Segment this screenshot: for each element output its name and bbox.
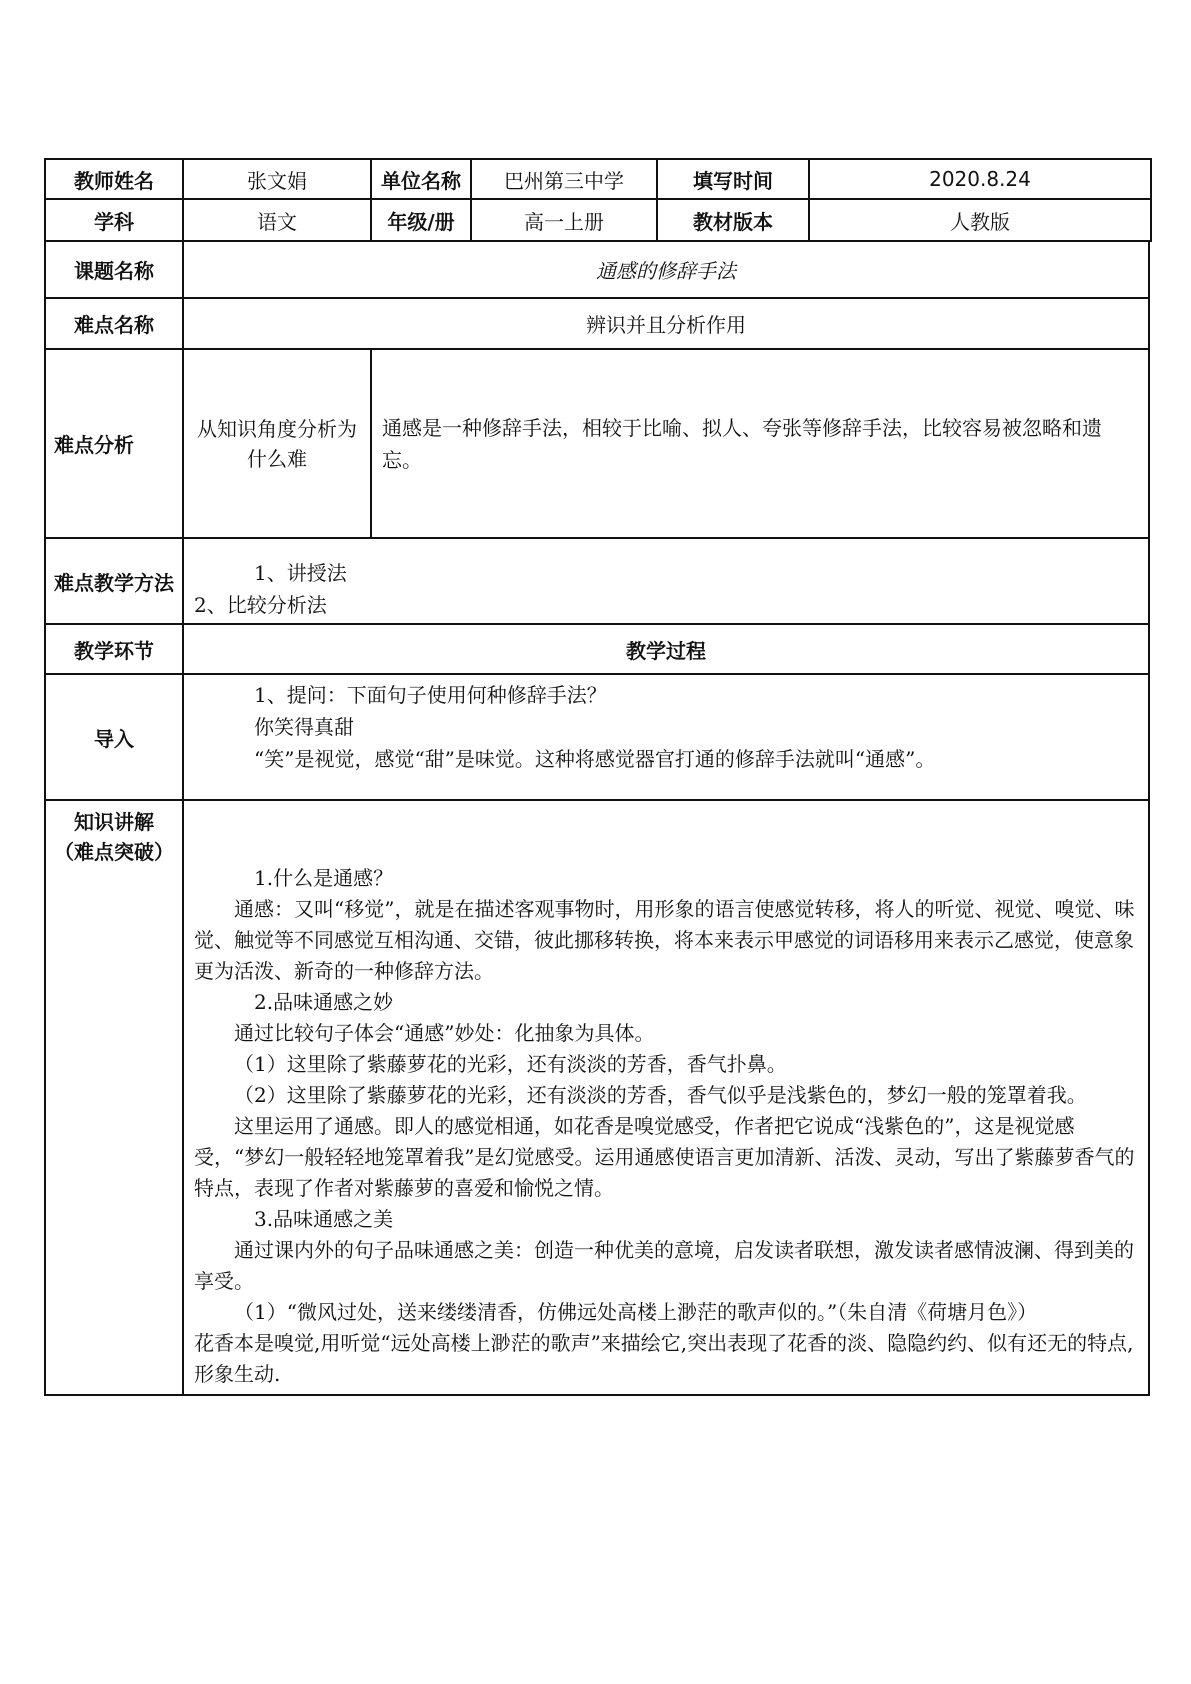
- intro-content: [183, 674, 1149, 800]
- knowledge-heading: 2.品味通感之妙: [254, 990, 394, 1014]
- intro-line: 1、提问：下面句子使用何种修辞手法？: [254, 683, 607, 707]
- analysis-text: 通感是一种修辞手法，相较于比喻、拟人、夸张等修辞手法，比较容易被忽略和遗忘。: [371, 349, 1149, 538]
- header-row-2: [45, 199, 1151, 241]
- method-row: [45, 538, 1149, 624]
- intro-label: 导入: [45, 674, 183, 800]
- method-label: 难点教学方法: [45, 538, 183, 624]
- header-row-1: [45, 159, 1151, 199]
- knowledge-label-line2: （难点突破）: [54, 840, 174, 864]
- knowledge-paragraph: （1）“微风过处，送来缕缕清香，仿佛远处高楼上渺茫的歌声似的。”（朱自清《荷塘月色》）: [234, 1300, 1038, 1324]
- fill-date: 2020.8.24: [809, 159, 1151, 199]
- topic-row: [45, 241, 1149, 298]
- method-list: [183, 538, 1149, 624]
- analysis-row: [45, 349, 1149, 538]
- topic-label: 课题名称: [45, 241, 183, 298]
- knowledge-paragraph: 通过课内外的句子品味通感之美：创造一种优美的意境，启发读者联想，激发读者感情波澜、得到美的享受。: [194, 1238, 1134, 1293]
- topic-value: 通感的修辞手法: [183, 241, 1149, 298]
- lesson-plan-sheet: [44, 158, 1150, 1396]
- edition-label: 教材版本: [657, 199, 809, 241]
- grade-label: 年级/册: [371, 199, 471, 241]
- unit-label: 单位名称: [371, 159, 471, 199]
- lesson-plan-table: [44, 158, 1152, 242]
- process-label: 教学环节: [45, 624, 183, 674]
- intro-row: [45, 674, 1149, 800]
- knowledge-paragraph: 通感：又叫“移觉”，就是在描述客观事物时，用形象的语言使感觉转移，将人的听觉、视觉、嗅觉、味觉、触觉等不同感觉互相沟通、交错，彼此挪移转换，将本来表示甲感觉的词语移用来表示乙感觉，使意象更为活泼、新奇的一种修辞方法。: [194, 897, 1135, 983]
- method-item: 2、比较分析法: [194, 593, 327, 617]
- difficulty-label: 难点名称: [45, 298, 183, 349]
- knowledge-row: [45, 800, 1149, 1395]
- process-value: 教学过程: [183, 624, 1149, 674]
- process-header-row: [45, 624, 1149, 674]
- process-table: [44, 537, 1150, 1396]
- analysis-label: 难点分析: [45, 349, 183, 538]
- difficulty-row: [45, 298, 1149, 349]
- content-table: [44, 240, 1150, 539]
- knowledge-heading: 3.品味通感之美: [254, 1207, 394, 1231]
- knowledge-paragraph: 花香本是嗅觉,用听觉“远处高楼上渺茫的歌声”来描绘它,突出表现了花香的淡、隐隐约约、似有还无的特点,形象生动.: [194, 1331, 1134, 1386]
- teacher-name: 张文娟: [183, 159, 371, 199]
- date-label: 填写时间: [657, 159, 809, 199]
- knowledge-heading: 1.什么是通感？: [254, 866, 394, 890]
- method-item: 1、讲授法: [254, 561, 347, 585]
- edition-value: 人教版: [809, 199, 1151, 241]
- knowledge-label-line1: 知识讲解: [74, 810, 154, 834]
- intro-line: “笑”是视觉，感觉“甜”是味觉。这种将感觉器官打通的修辞手法就叫“通感”。: [254, 747, 936, 771]
- knowledge-content: [183, 800, 1149, 1395]
- knowledge-paragraph: （2）这里除了紫藤萝花的光彩，还有淡淡的芳香，香气似乎是浅紫色的，梦幻一般的笼罩着我。: [234, 1083, 1087, 1107]
- intro-line: 你笑得真甜: [254, 715, 354, 739]
- knowledge-paragraph: （1）这里除了紫藤萝花的光彩，还有淡淡的芳香，香气扑鼻。: [234, 1052, 787, 1076]
- knowledge-paragraph: 这里运用了通感。即人的感觉相通，如花香是嗅觉感受，作者把它说成“浅紫色的”，这是视觉感受，“梦幻一般轻轻地笼罩着我”是幻觉感受。运用通感使语言更加清新、活泼、灵动，写出了紫藤萝香气的特点，表现了作者对紫藤萝的喜爱和愉悦之情。: [194, 1114, 1135, 1200]
- difficulty-value: 辨识并且分析作用: [183, 298, 1149, 349]
- grade-value: 高一上册: [471, 199, 657, 241]
- knowledge-label: [45, 800, 183, 1395]
- analysis-sublabel: 从知识角度分析为什么难: [183, 349, 371, 538]
- knowledge-paragraph: 通过比较句子体会“通感”妙处：化抽象为具体。: [234, 1021, 655, 1045]
- subject-label: 学科: [45, 199, 183, 241]
- subject-value: 语文: [183, 199, 371, 241]
- teacher-label: 教师姓名: [45, 159, 183, 199]
- unit-name: 巴州第三中学: [471, 159, 657, 199]
